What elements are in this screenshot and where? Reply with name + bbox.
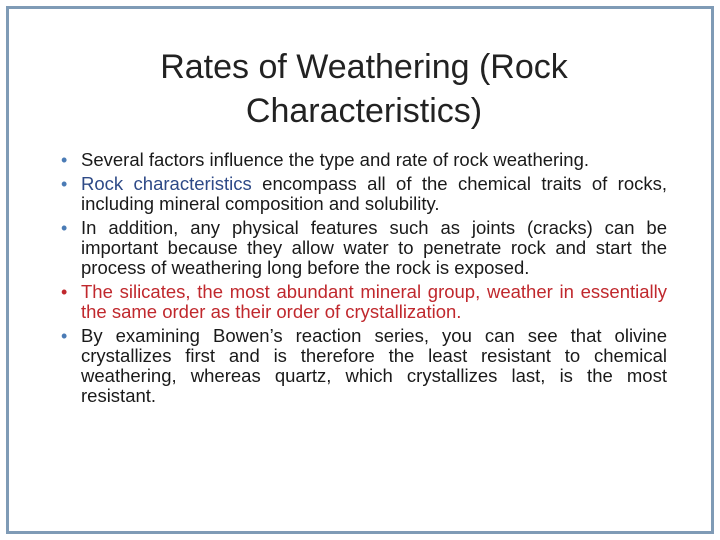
bullet-item	[61, 150, 667, 170]
bullet-list	[61, 150, 667, 410]
bullet-text: The silicates, the most abundant mineral group, weather in essentially the same order as their order of crystallization.	[81, 281, 667, 322]
bullet-highlight-term: Rock characteristics	[81, 173, 252, 194]
bullet-icon: •	[61, 150, 68, 170]
bullet-text: By examining Bowen’s reaction series, you can see that olivine crystallizes first and is therefore the least resistant to chemical weathering, whereas quartz, which crystallizes last, is the most resistant.	[81, 325, 667, 406]
bullet-icon: •	[61, 282, 68, 302]
bullet-item	[61, 174, 667, 214]
slide	[6, 6, 714, 534]
bullet-item	[61, 282, 667, 322]
bullet-text: In addition, any physical features such as joints (cracks) can be important because they allow water to penetrate rock and start the process of weathering long before the rock is exposed.	[81, 217, 667, 278]
bullet-icon: •	[61, 174, 68, 194]
bullet-icon: •	[61, 326, 68, 346]
bullet-item	[61, 218, 667, 278]
slide-title: Rates of Weathering (Rock Characteristics)	[160, 48, 568, 130]
bullet-item	[61, 326, 667, 406]
bullet-icon: •	[61, 218, 68, 238]
bullet-text: Several factors influence the type and rate of rock weathering.	[81, 149, 590, 170]
bullet-text: encompass all of the chemical traits of rocks, including mineral composition and solubility.	[81, 173, 667, 214]
